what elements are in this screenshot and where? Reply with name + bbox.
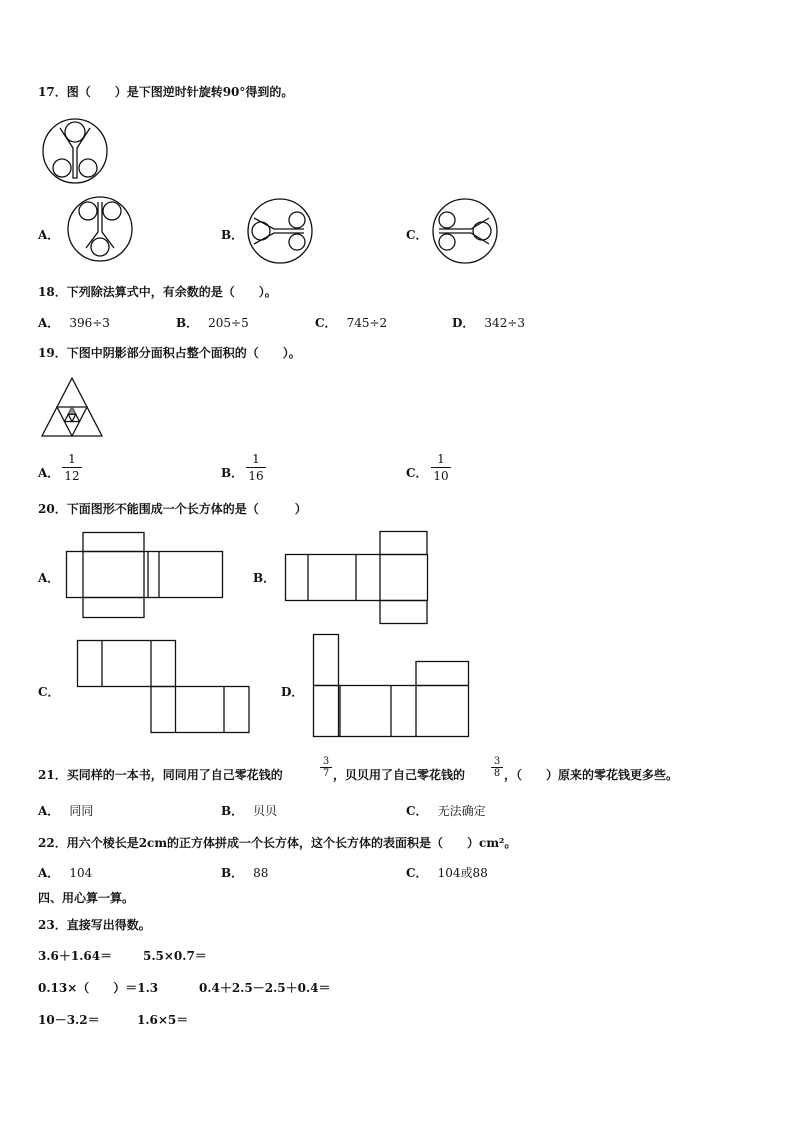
q20-option-c-net[interactable] <box>77 639 253 735</box>
section-heading: 四、用心算一算。 <box>38 891 135 905</box>
q23-stem: 23．直接写出得数。 <box>38 918 151 932</box>
q18-option-c-value: 745÷2 <box>346 316 388 330</box>
q22-option-b[interactable] <box>221 864 268 881</box>
q21-option-a-label: A． <box>38 804 60 818</box>
q22-option-b-value: 88 <box>253 866 269 880</box>
q21-option-c-value: 无法确定 <box>437 804 486 818</box>
q19-option-c-label[interactable]: C． <box>406 466 428 480</box>
q19-stem: 19．下图中阴影部分面积占整个面积的（ ）。 <box>38 346 301 360</box>
q23-item-6: 1.6×5＝ <box>137 1013 189 1027</box>
q18-option-d-label: D． <box>452 316 475 330</box>
q21-option-b-label: B． <box>221 804 244 818</box>
q23-item-3: 0.13×（ ）＝1.3 <box>38 981 159 995</box>
q22-option-a[interactable] <box>38 864 92 881</box>
q22-stem: 22．用六个棱长是2cm的正方体拼成一个长方体，这个长方体的表面积是（ ）cm²。 <box>38 836 517 850</box>
q23-item-1: 3.6＋1.64＝ <box>38 949 113 963</box>
q18-option-a-value: 396÷3 <box>69 316 110 330</box>
q21-fraction1-numerator: 3 <box>322 756 330 767</box>
q19-option-c-fraction <box>431 452 451 483</box>
q17-option-a-label[interactable]: A． <box>38 228 60 242</box>
q18-option-b[interactable] <box>176 314 249 331</box>
q22-option-c-value: 104或88 <box>437 866 488 880</box>
q23-item-2: 5.5×0.7＝ <box>143 949 207 963</box>
q21-option-a-value: 同同 <box>69 804 94 818</box>
q18-option-b-value: 205÷5 <box>208 316 249 330</box>
q21-fraction1-denominator: 7 <box>322 768 330 779</box>
q18-option-c[interactable] <box>315 314 387 331</box>
q21-fraction-tongtong <box>320 756 332 779</box>
q19-option-b-numerator: 1 <box>252 452 260 466</box>
q18-option-a[interactable] <box>38 314 110 331</box>
q20-option-d-net[interactable] <box>313 633 473 739</box>
q19-option-c-numerator: 1 <box>437 452 445 466</box>
q19-option-b-denominator: 16 <box>248 469 264 483</box>
q21-fraction-beibei <box>491 756 503 779</box>
q19-option-a-denominator: 12 <box>64 469 80 483</box>
q20-option-b-label[interactable]: B． <box>253 571 276 585</box>
q17-option-c-figure[interactable] <box>431 198 499 264</box>
q20-stem: 20．下面图形不能围成一个长方体的是（ ） <box>38 502 307 516</box>
q17-option-c-label[interactable]: C． <box>406 228 428 242</box>
q18-option-a-label: A． <box>38 316 60 330</box>
q21-stem-part2: ，贝贝用了自己零花钱的 <box>333 768 466 782</box>
q19-option-a-fraction <box>62 452 82 483</box>
q21-fraction2-denominator: 8 <box>493 768 501 779</box>
q22-option-a-value: 104 <box>69 866 93 880</box>
q18-option-d[interactable] <box>452 314 525 331</box>
q19-option-c-denominator: 10 <box>433 469 449 483</box>
q22-option-c-label: C． <box>406 866 428 880</box>
q21-option-b-value: 贝贝 <box>253 804 278 818</box>
q23-item-5: 10－3.2＝ <box>38 1013 100 1027</box>
q19-option-a-label[interactable]: A． <box>38 466 60 480</box>
q20-option-a-label[interactable]: A． <box>38 571 60 585</box>
q21-option-b[interactable] <box>221 802 277 819</box>
q21-stem-part3: ，（ ）原来的零花钱更多些。 <box>504 768 679 782</box>
q18-stem: 18．下列除法算式中，有余数的是（ ）。 <box>38 285 277 299</box>
q20-option-b-net[interactable] <box>285 531 431 625</box>
q18-option-d-value: 342÷3 <box>484 316 526 330</box>
q22-option-a-label: A． <box>38 866 60 880</box>
q20-option-c-label[interactable]: C． <box>38 685 60 699</box>
q17-stem: 17．图（ ）是下图逆时针旋转90°得到的。 <box>38 85 294 99</box>
q21-option-c-label: C． <box>406 804 428 818</box>
q19-option-a-numerator: 1 <box>68 452 76 466</box>
q21-option-c[interactable] <box>406 802 486 819</box>
q21-stem-part1: 21．买同样的一本书，同同用了自己零花钱的 <box>38 768 283 782</box>
q19-triangle-figure <box>40 376 104 438</box>
q22-option-b-label: B． <box>221 866 244 880</box>
q20-option-a-net[interactable] <box>66 532 226 620</box>
q17-option-b-figure[interactable] <box>246 198 314 264</box>
q19-option-b-fraction <box>246 452 266 483</box>
q23-item-4: 0.4＋2.5－2.5＋0.4＝ <box>199 981 331 995</box>
q20-option-d-label[interactable]: D． <box>281 685 304 699</box>
q17-option-a-figure[interactable] <box>66 196 134 262</box>
q21-option-a[interactable] <box>38 802 93 819</box>
q18-option-c-label: C． <box>315 316 337 330</box>
q22-option-c[interactable] <box>406 864 488 881</box>
q19-option-b-label[interactable]: B． <box>221 466 244 480</box>
q21-fraction2-numerator: 3 <box>493 756 501 767</box>
q18-option-b-label: B． <box>176 316 199 330</box>
q17-option-b-label[interactable]: B． <box>221 228 244 242</box>
q17-original-figure <box>40 118 110 184</box>
